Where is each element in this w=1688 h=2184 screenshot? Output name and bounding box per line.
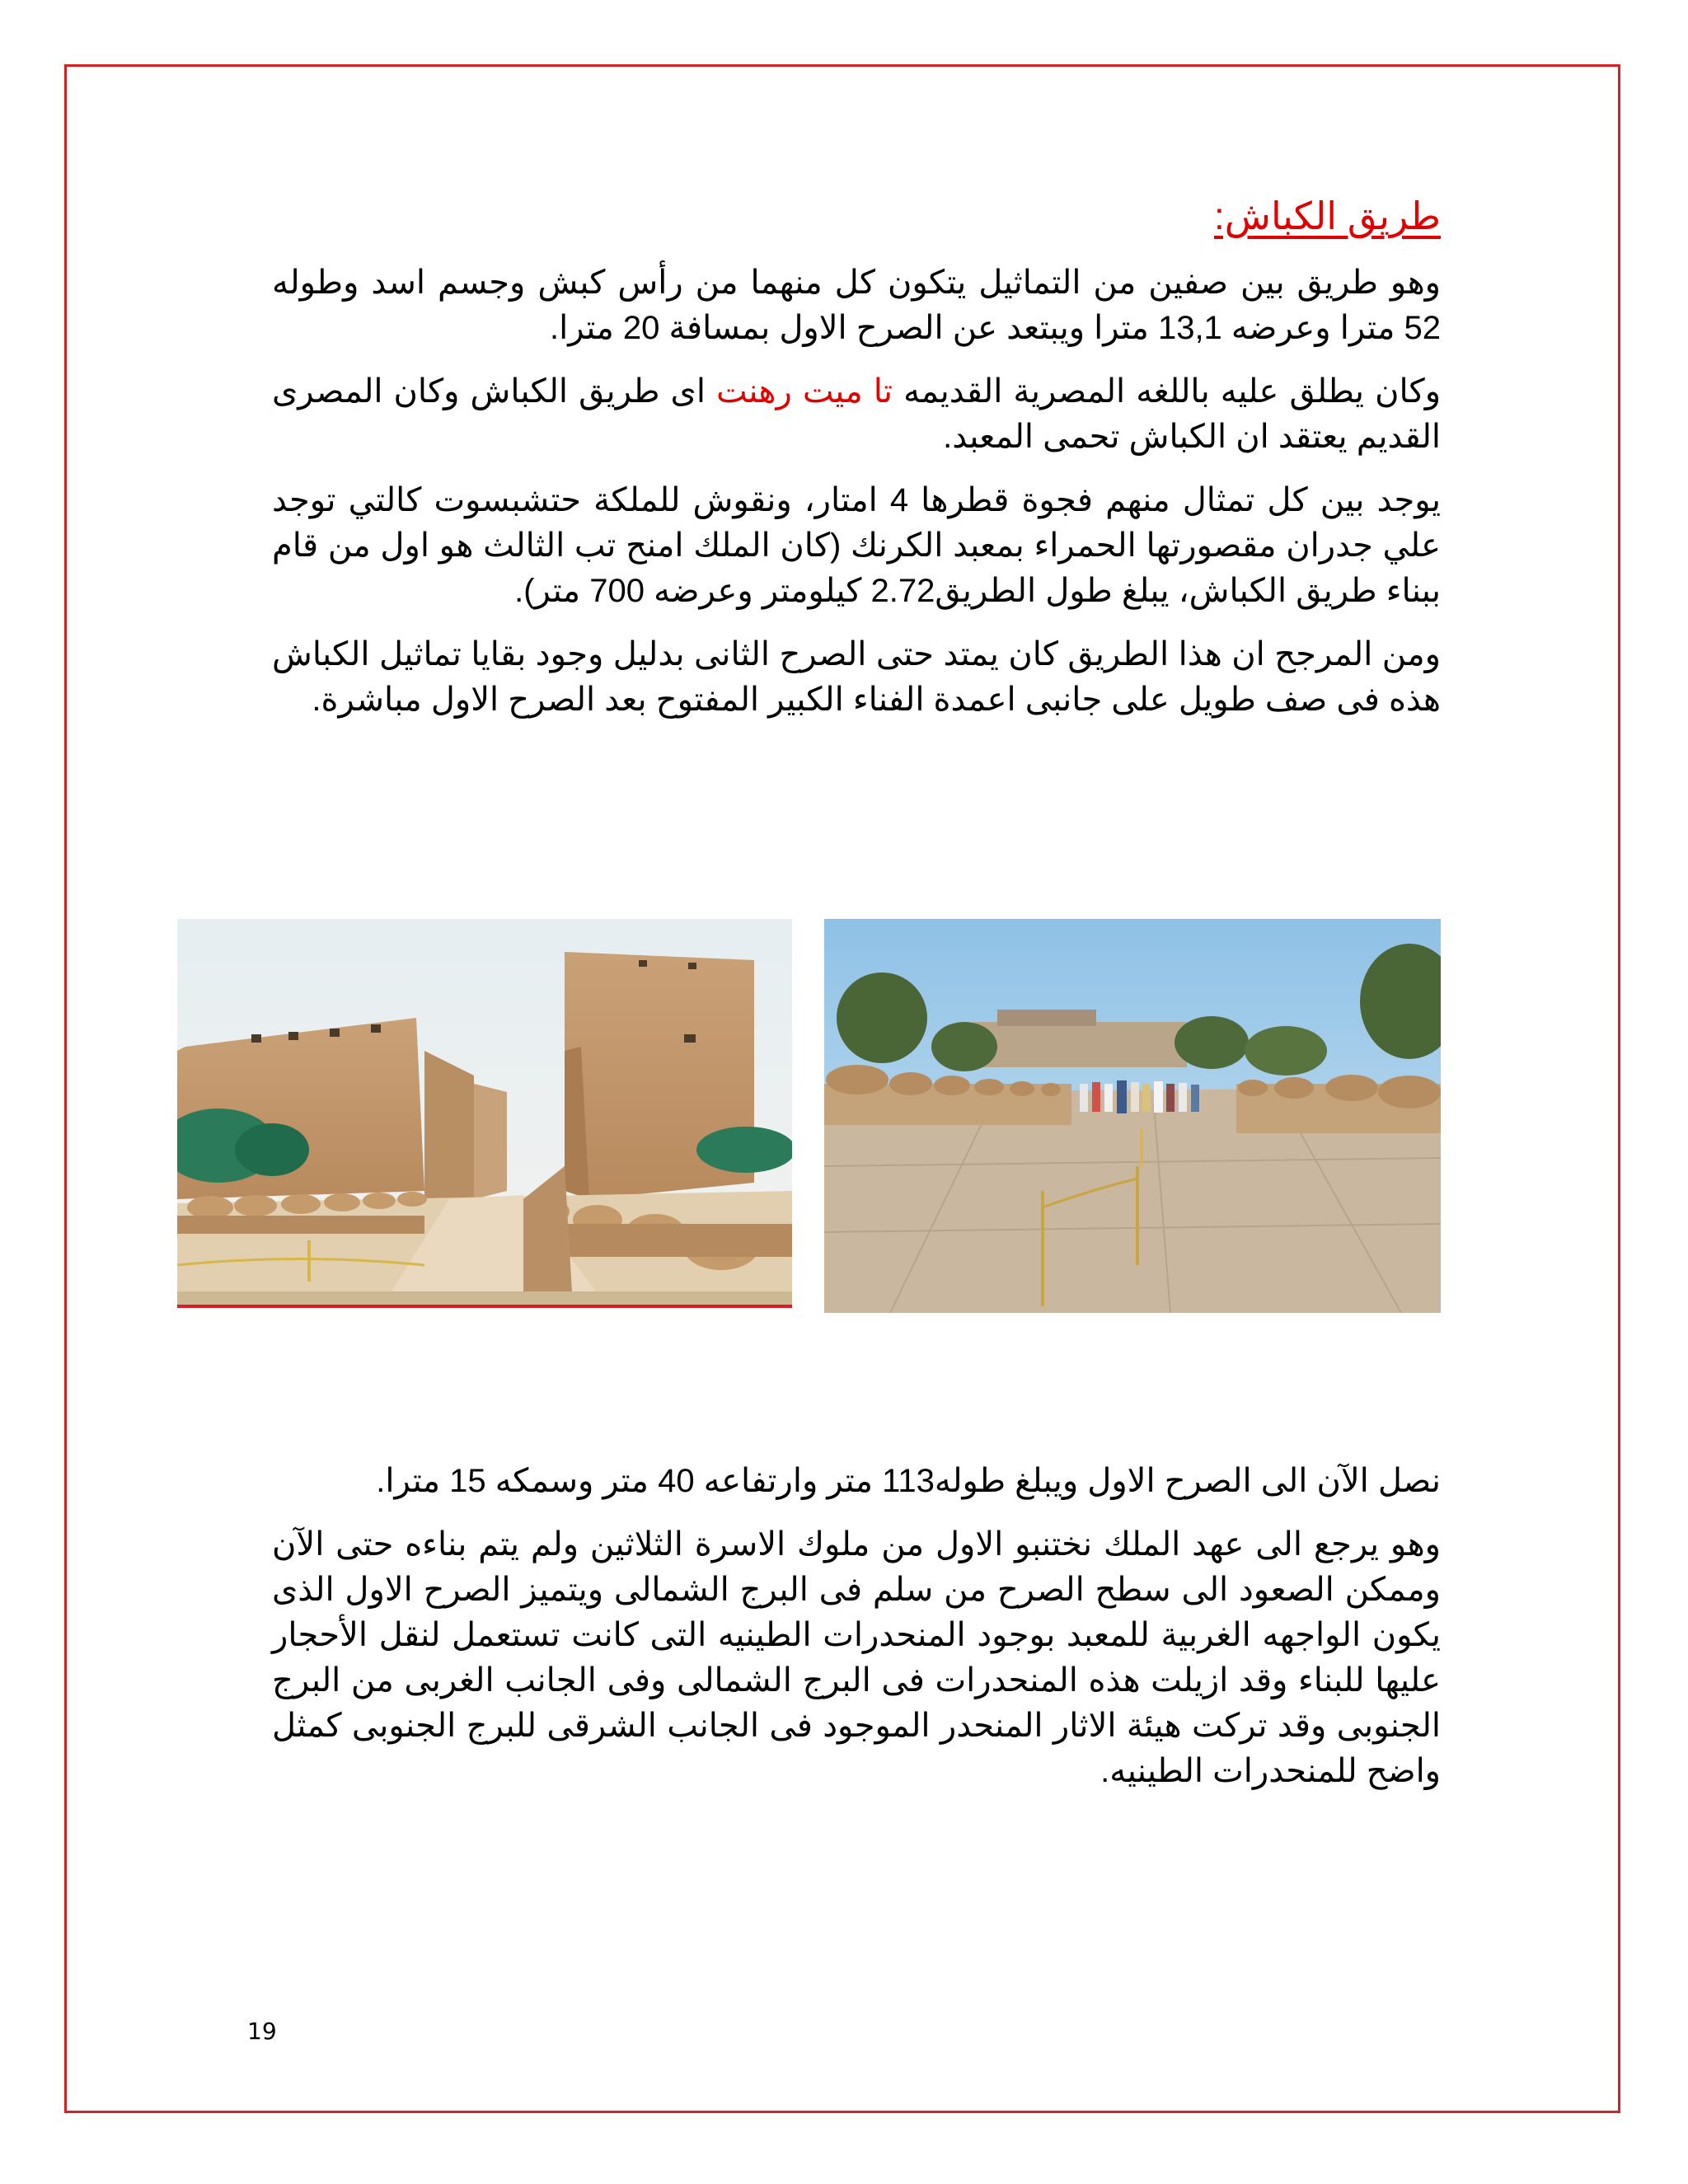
photo-temple-pylons [177, 919, 792, 1308]
avenue-tourists-image [824, 919, 1441, 1313]
section-heading: طريق الكباش: [1214, 194, 1441, 237]
temple-pylons-image [177, 919, 792, 1305]
paragraph-5: نصل الآن الى الصرح الاول ويبلغ طوله113 متر وارتفاعه 40 متر وسمكه 15 مترا. [376, 1463, 1441, 1499]
paragraph-2-end: اى طريق الكباش وكان المصرى القديم يعتقد ان الكباش تحمى المعبد. [272, 373, 1441, 456]
photo-avenue-tourists [824, 919, 1441, 1313]
paragraph-1: وهو طريق بين صفين من التماثيل يتكون كل منهما من رأس كبش وجسم اسد وطوله 52 مترا وعرضه 13,1 مترا ويبتعد عن الصرح الاول بمسافة 20 مترا. [272, 265, 1441, 347]
paragraph-3: يوجد بين كل تمثال منهم فجوة قطرها 4 امتار، ونقوش للملكة حتشبسوت كالتي توجد علي جدران مقصورتها الحمراء بمعبد الكرنك (كان الملك امنح تب الثالث هو اول من قام ببناء طريق الكباش، يبلغ طول الطريق2.72 كيلومتر وعرضه 700 متر). [272, 482, 1441, 610]
paragraph-2-start: وكان يطلق عليه باللغه المصرية القديمه [893, 373, 1442, 410]
secondary-content [272, 1459, 1441, 1812]
page-number: 19 [247, 2018, 277, 2045]
paragraph-6: وهو يرجع الى عهد الملك نختنبو الاول من ملوك الاسرة الثلاثين ولم يتم بناءه حتى الآن وممكن الصعود الى سطح الصرح من سلم فى البرج الشمالى ويتميز الصرح الاول الذى يكون الواجهه الغربية للمعبد بوجود المنحدرات الطينيه التى كانت تستعمل لنقل الأحجار عليها للبناء وقد ازيلت هذه المنحدرات فى البرج الشمالى وفى الجانب الغربى من البرج الجنوبى وقد تركت هيئة الاثار المنحدر الموجود فى الجانب الشرقى للبرج الجنوبى كمثل واضح للمنحدرات الطينيه. [272, 1526, 1441, 1789]
main-content [272, 190, 1441, 741]
photo-row [177, 919, 1441, 1315]
paragraph-2 [272, 369, 1441, 460]
paragraph-4: ومن المرجح ان هذا الطريق كان يمتد حتى الصرح الثانى بدليل وجود بقايا تماثيل الكباش هذه فى صف طويل على جانبى اعمدة الفناء الكبير المفتوح بعد الصرح الاول مباشرة. [272, 636, 1442, 719]
highlighted-term: تا ميت رهنت [716, 373, 893, 410]
